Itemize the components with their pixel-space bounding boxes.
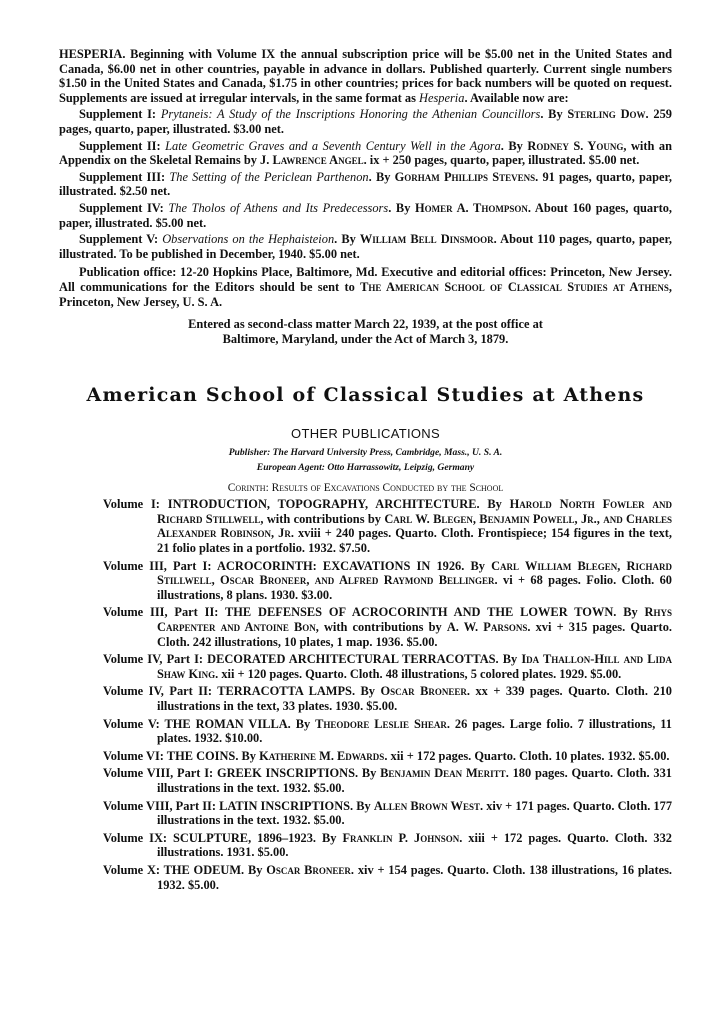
volume-head: Volume IV, Part II: TERRACOTTA LAMPS. By [103,684,381,699]
supplement-author: Sterling Dow [567,107,646,122]
volume-entry [103,652,672,681]
publication-office-school: The American School of Classical Studies at Athens [360,279,669,294]
volume-authors: Carl William Blegen, Richard Stillwell, Oscar Broneer, and Alfred Raymond Bellinger [157,558,672,588]
supplement-item [59,139,672,168]
volume-mid: . [384,748,388,763]
agent-line: European Agent: Otto Harrassowitz, Leipzig, Germany [256,462,475,474]
supplement-label: Supplement II: [79,138,166,153]
supplement-author: Rodney S. Young [527,138,624,153]
volume-authors: Franklin P. Johnson [342,830,460,845]
volume-entry [103,863,672,892]
other-publications-heading: OTHER PUBLICATIONS [291,426,440,442]
supplement-tail: . About 110 pages, quarto, paper, illustrated. To be published in December, 1940. $5.00 net. [59,232,672,261]
volume-head: Volume IV, Part I: DECORATED ARCHITECTURAL TERRACOTTAS. By [103,652,522,667]
volume-tail: xiv + 154 pages. Quarto. Cloth. 138 illustrations, 16 plates. 1932. $5.00. [157,862,672,892]
entered-line-1: Entered as second-class matter March 22, 1939, at the post office at [188,317,543,332]
volume-entry [103,684,672,713]
supplement-by: . By [334,232,360,247]
supplement-item [59,201,672,230]
hesperia-intro [59,47,672,105]
volume-head: Volume III, Part II: THE DEFENSES OF ACROCORINTH AND THE LOWER TOWN. By [103,605,645,620]
volume-authors: Oscar Broneer [380,684,467,699]
volume-mid: . [459,830,463,845]
volume-entry [103,766,672,795]
volume-head: Volume X: THE ODEUM. By [103,862,267,877]
supplement-title: Observations on the Hephaisteion [162,232,335,247]
volume-authors: Rhys Carpenter and Antoine Bon [157,605,672,635]
volume-authors: Allen Brown West [373,798,480,813]
supplement-tail: . 259 pages, quarto, paper, illustrated. $3.00 net. [59,107,672,136]
volume-mid: . [479,798,484,813]
volume-entry [103,749,672,764]
volume-mid: . [350,862,355,877]
publication-office [59,265,672,309]
volume-authors: Theodore Leslie Shear [315,716,447,731]
volume-head: Volume III, Part I: ACROCORINTH: EXCAVATIONS IN 1926. By [103,558,492,573]
supplement-tail: . ix + 250 pages, quarto, paper, illustrated. $5.00 net. [363,153,640,168]
supplement-mid: , with an Appendix on the Skeletal Remains by J. [59,138,672,168]
volume-mid: . [505,766,509,781]
volume-tail: xiv + 171 pages. Quarto. Cloth. 177 illustrations in the text. 1932. $5.00. [157,798,673,828]
supplement-author: Homer A. Thompson [415,200,528,215]
hesperia-intro-italic: Hesperia [419,90,465,105]
volume-contributors: A. W. Parsons [446,620,528,635]
volume-head: Volume V: THE ROMAN VILLA. By [103,716,316,731]
volume-authors: Oscar Broneer [266,862,351,877]
supplement-by: . By [500,138,528,153]
supplement-author-2: Lawrence Angel [272,153,364,168]
publisher-line: Publisher: The Harvard University Press, Cambridge, Mass., U. S. A. [228,447,503,459]
volume-mid: , with contributions by [260,511,385,526]
supplement-by: . By [388,200,416,215]
supplement-item [59,107,672,136]
volume-entry [103,831,672,860]
volume-mid: . [466,684,470,699]
supplement-author: Gorham Phillips Stevens [394,169,536,184]
volume-head: Volume I: INTRODUCTION, TOPOGRAPHY, ARCHITECTURE. By [103,497,510,512]
volume-mid: . [215,666,219,681]
supplement-title: Late Geometric Graves and a Seventh Century Well in the Agora [165,138,501,153]
supplement-item [59,232,672,261]
volume-tail: . xvi + 315 pages. Quarto. Cloth. 242 illustrations, 10 plates, 1 map. 1936. $5.00. [157,620,672,649]
volume-authors: Katherine M. Edwards [259,748,385,763]
volume-entry [103,799,672,828]
volume-entry [103,559,672,603]
volume-tail: vi + 68 pages. Folio. Cloth. 60 illustrations, 8 plans. 1930. $3.00. [157,573,672,602]
supplement-list [59,107,672,261]
supplement-title: The Tholos of Athens and Its Predecessors [168,200,389,215]
supplement-tail: . 91 pages, quarto, paper, illustrated. $2.50 net. [59,169,672,199]
supplement-author: William Bell Dinsmoor [359,232,494,247]
volume-authors: Harold North Fowler and Richard Stillwell [157,497,672,526]
volume-mid: . [446,716,450,731]
corinth-heading: Corinth: Results of Excavations Conducted by the School [227,482,504,495]
volume-tail: xviii + 240 pages. Quarto. Cloth. Frontispiece; 154 figures in the text, 21 folio plates in a portfolio. 1932. $7.50. [157,526,672,556]
volume-head: Volume VIII, Part I: GREEK INSCRIPTIONS. By [103,766,381,781]
school-heading: American School of Classical Studies at Athens [86,384,645,407]
entered-line-2: Baltimore, Maryland, under the Act of March 3, 1879. [222,331,509,346]
hesperia-intro-text: HESPERIA. Beginning with Volume IX the annual subscription price will be $5.00 net in the United States and Canada, $6.00 net in other countries, payable in advance in dollars. Published quarterly. Current single numbers $1.50 in the United States and Canada, $1.75 in other countries; prices for back numbers will be quoted on request. Supplements are issued at irregular intervals, in the same format as [59,47,672,105]
volume-contributors: Carl W. Blegen, Benjamin Powell, Jr., and Charles Alexander Robinson, Jr. [157,511,672,541]
volume-tail: 180 pages. Quarto. Cloth. 331 illustrations in the text. 1932. $5.00. [157,766,672,795]
supplement-by: . By [368,169,395,184]
volume-entry [103,605,672,649]
volume-head: Volume IX: SCULPTURE, 1896–1923. By [103,830,343,845]
supplement-item [59,170,672,199]
volume-entry [103,497,672,555]
volume-mid: , with contributions by [315,620,447,635]
volume-tail: xx + 339 pages. Quarto. Cloth. 210 illustrations in the text, 33 plates. 1930. $5.00. [157,684,672,713]
supplement-label: Supplement IV: [79,200,169,215]
supplement-label: Supplement I: [79,107,161,122]
supplement-title: The Setting of the Periclean Parthenon [169,169,369,184]
entered-notice [59,317,672,346]
supplement-label: Supplement V: [79,232,163,247]
publication-office-tail: , Princeton, New Jersey, U. S. A. [59,279,672,309]
volume-tail: xiii + 172 pages. Quarto. Cloth. 332 illustrations. 1931. $5.00. [157,830,673,860]
volume-tail: 26 pages. Large folio. 7 illustrations, 11 plates. 1932. $10.00. [157,716,672,746]
volume-entry [103,717,672,746]
supplement-title: Prytaneis: A Study of the Inscriptions Honoring the Athenian Councillors [160,107,541,122]
volume-mid: . [494,573,498,588]
volume-tail: xii + 120 pages. Quarto. Cloth. 48 illustrations, 5 colored plates. 1929. $5.00. [218,666,622,681]
supplement-label: Supplement III: [79,169,170,184]
hesperia-intro-tail: . Available now are: [464,90,569,105]
volume-tail: xii + 172 pages. Quarto. Cloth. 10 plates. 1932. $5.00. [387,748,670,763]
volume-head: Volume VIII, Part II: LATIN INSCRIPTIONS. By [103,798,374,813]
supplement-tail: . About 160 pages, quarto, paper, illustrated. $5.00 net. [59,200,672,230]
volume-authors: Ida Thallon-Hill and Lida Shaw King [157,652,673,681]
volume-list [59,497,672,892]
supplement-by: . By [540,107,568,122]
publication-office-text: Publication office: 12-20 Hopkins Place, Baltimore, Md. Executive and editorial offices: Princeton, New Jersey. All communications for the Editors should be sent to [59,265,672,294]
volume-head: Volume VI: THE COINS. By [103,748,260,763]
volume-authors: Benjamin Dean Meritt [380,766,506,781]
